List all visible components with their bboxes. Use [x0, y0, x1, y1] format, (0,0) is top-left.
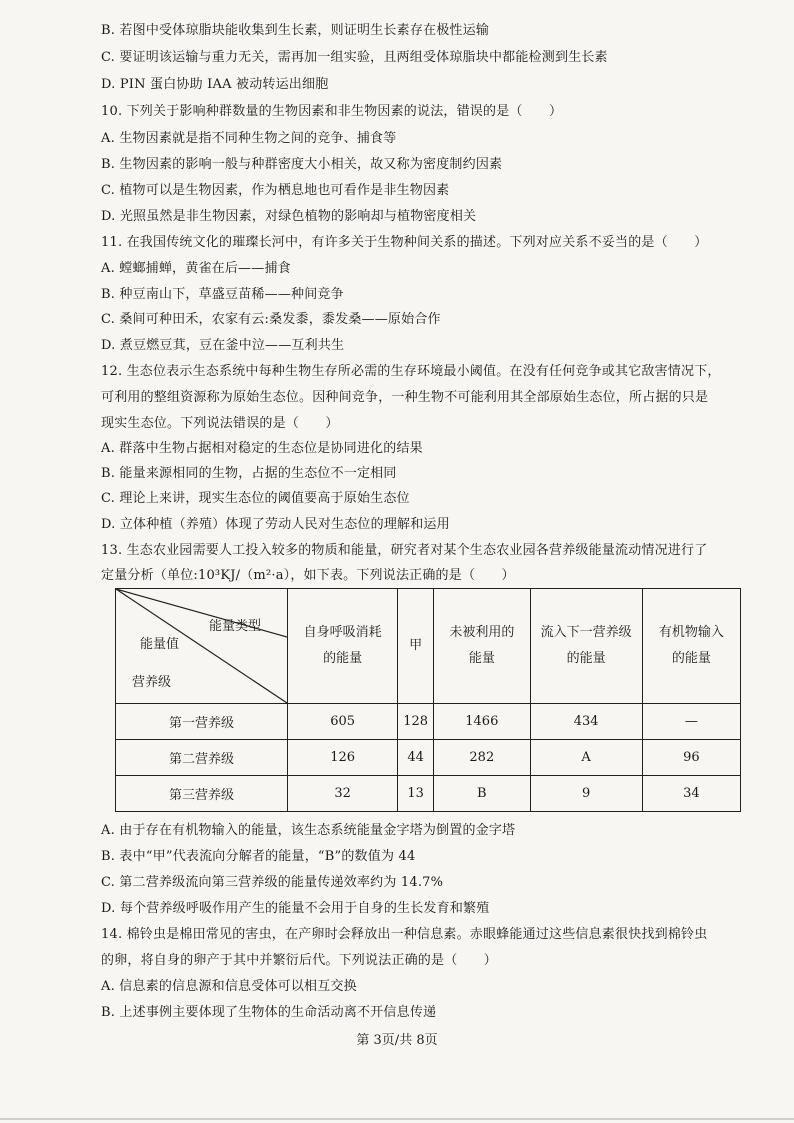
row-label: 第三营养级: [116, 776, 288, 812]
table-cell: 282: [434, 740, 530, 776]
header-respiration: 自身呼吸消耗 的能量: [288, 589, 398, 704]
q13-stem-line1: 13. 生态农业园需要人工投入较多的物质和能量，研究者对某个生态农业园各营养级能量流动情况进行了: [101, 543, 708, 558]
q12-option-c: C. 理论上来讲，现实生态位的阈值要高于原始生态位: [101, 491, 410, 506]
q11-option-d: D. 煮豆燃豆萁，豆在釜中泣——互利共生: [101, 338, 345, 353]
q14-option-a: A. 信息素的信息源和信息受体可以相互交换: [101, 979, 357, 994]
q12-option-a: A. 群落中生物占据相对稳定的生态位是协同进化的结果: [101, 441, 423, 456]
row-label: 第二营养级: [116, 740, 288, 776]
q13-option-c: C. 第二营养级流向第三营养级的能量传递效率约为 14.7%: [101, 875, 444, 890]
q10-option-b: B. 生物因素的影响一般与种群密度大小相关，故又称为密度制约因素: [101, 157, 503, 172]
table-cell: 96: [642, 740, 740, 776]
table-cell: 1466: [434, 704, 530, 740]
table-row: [116, 776, 741, 812]
q13-option-d: D. 每个营养级呼吸作用产生的能量不会用于自身的生长发育和繁殖: [101, 901, 490, 916]
table-cell: B: [434, 776, 530, 812]
q9-option-c: C. 要证明该运输与重力无关，需再加一组实验，且两组受体琼脂块中都能检测到生长素: [101, 50, 608, 65]
q12-stem-line3: 现实生态位。下列说法错误的是（ ）: [101, 416, 339, 431]
header-organic-input: 有机物输入 的能量: [642, 589, 740, 704]
q14-stem-line1: 14. 棉铃虫是棉田常见的害虫，在产卵时会释放出一种信息素。赤眼蜂能通过这些信息素很快找到棉铃虫: [101, 927, 708, 942]
q9-option-d: D. PIN 蛋白协助 IAA 被动转运出细胞: [101, 77, 329, 92]
energy-flow-table: [115, 588, 741, 812]
corner-label-energy-value: 能量值: [140, 637, 180, 652]
table-cell: 32: [288, 776, 398, 812]
table-cell: 13: [398, 776, 434, 812]
q12-stem-line1: 12. 生态位表示生态系统中每种生物生存所必需的生存环境最小阈值。在没有任何竞争或其它敌害情况下，: [101, 364, 721, 379]
q11-option-c: C. 桑间可种田禾，农家有云:桑发黍，黍发桑——原始合作: [101, 312, 441, 327]
q12-stem-line2: 可利用的整组资源称为原始生态位。因种间竞争，一种生物不可能利用其全部原始生态位，所占据的只是: [101, 390, 709, 405]
table-cell: 434: [530, 704, 642, 740]
q9-option-b: B. 若图中受体琼脂块能收集到生长素，则证明生长素存在极性运输: [101, 23, 490, 38]
header-next-level: 流入下一营养级 的能量: [530, 589, 642, 704]
q11-option-b: B. 种豆南山下，草盛豆苗稀——种间竞争: [101, 287, 344, 302]
table-row: [116, 740, 741, 776]
q14-option-b: B. 上述事例主要体现了生物体的生命活动离不开信息传递: [101, 1005, 437, 1020]
q13-option-b: B. 表中“甲”代表流向分解者的能量，“B”的数值为 44: [101, 849, 416, 864]
header-jia: 甲: [398, 589, 434, 704]
table-cell: 9: [530, 776, 642, 812]
q10-option-a: A. 生物因素就是指不同种生物之间的竞争、捕食等: [101, 131, 397, 146]
q14-stem-line2: 的卵，将自身的卵产于其中并繁衍后代。下列说法正确的是（ ）: [101, 953, 498, 968]
table-cell: A: [530, 740, 642, 776]
table-row: [116, 704, 741, 740]
table-header-row: [116, 589, 741, 704]
page-number-footer: 第 3页/共 8页: [356, 1033, 438, 1048]
table-cell: 605: [288, 704, 398, 740]
table-cell: 44: [398, 740, 434, 776]
q10-stem: 10. 下列关于影响种群数量的生物因素和非生物因素的说法，错误的是（ ）: [101, 104, 563, 119]
q10-option-c: C. 植物可以是生物因素，作为栖息地也可看作是非生物因素: [101, 183, 450, 198]
q11-stem: 11. 在我国传统文化的璀璨长河中，有许多关于生物种间关系的描述。下列对应关系不妥当的是（ ）: [101, 235, 708, 250]
corner-label-energy-type: 能量类型: [209, 619, 262, 634]
table-cell: 126: [288, 740, 398, 776]
q10-option-d: D. 光照虽然是非生物因素，对绿色植物的影响却与植物密度相关: [101, 209, 477, 224]
q12-option-d: D. 立体种植（养殖）体现了劳动人民对生态位的理解和运用: [101, 517, 450, 532]
page-edge-divider: [0, 1118, 794, 1120]
table-cell: —: [642, 704, 740, 740]
table-cell: 128: [398, 704, 434, 740]
table-cell: 34: [642, 776, 740, 812]
table-corner-cell: [116, 589, 288, 704]
q12-option-b: B. 能量来源相同的生物，占据的生态位不一定相同: [101, 466, 397, 481]
header-unused: 未被利用的 能量: [434, 589, 530, 704]
q13-option-a: A. 由于存在有机物输入的能量，该生态系统能量金字塔为倒置的金字塔: [101, 823, 516, 838]
q11-option-a: A. 螳螂捕蝉，黄雀在后——捕食: [101, 261, 291, 276]
row-label: 第一营养级: [116, 704, 288, 740]
q13-stem-line2: 定量分析（单位:10³KJ/（m²·a），如下表。下列说法正确的是（ ）: [101, 568, 515, 583]
corner-label-trophic-level: 营养级: [132, 675, 172, 690]
